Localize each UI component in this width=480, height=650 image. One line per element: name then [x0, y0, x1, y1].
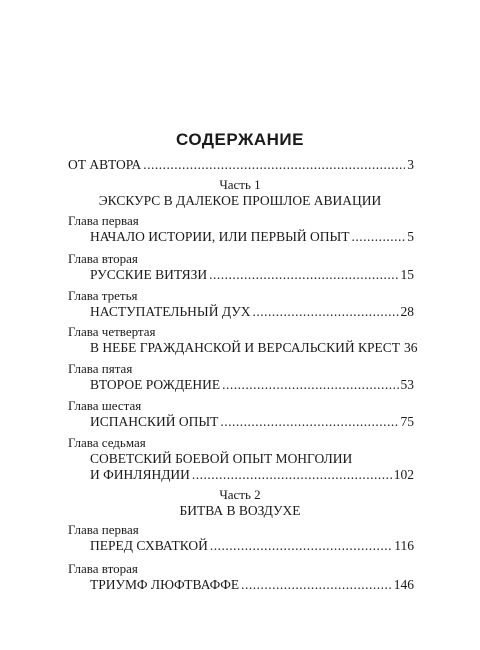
chapter-label: Глава четвертая [68, 324, 156, 339]
chapter-label: Глава седьмая [68, 435, 146, 450]
part-title: БИТВА В ВОЗДУХЕ [179, 503, 301, 518]
chapter-label: Глава шестая [68, 398, 142, 413]
entry-page: 75 [400, 414, 414, 429]
entry-page: 102 [393, 467, 414, 482]
entry-page: 5 [407, 229, 414, 244]
entry-page: 146 [393, 577, 414, 592]
dot-leader [352, 229, 406, 245]
toc-entry [90, 229, 414, 245]
entry-page: 3 [407, 157, 414, 172]
toc-entry [90, 304, 414, 320]
toc-entry [90, 538, 414, 554]
entry-title: НАЧАЛО ИСТОРИИ, ИЛИ ПЕРВЫЙ ОПЫТ [90, 229, 350, 244]
toc-entry [90, 267, 414, 283]
entry-title: ИСПАНСКИЙ ОПЫТ [90, 414, 219, 429]
entry-page: 116 [394, 538, 414, 553]
chapter-label: Глава пятая [68, 361, 133, 376]
entry-title: В НЕБЕ ГРАЖДАНСКОЙ И ВЕРСАЛЬСКИЙ КРЕСТ [90, 340, 401, 355]
entry-page: 28 [400, 304, 414, 319]
toc-entry [90, 467, 414, 483]
part-number: Часть 1 [219, 177, 261, 192]
toc-entry [90, 377, 414, 393]
part-title: ЭКСКУРС В ДАЛЕКОЕ ПРОШЛОЕ АВИАЦИИ [98, 193, 382, 208]
dot-leader [143, 157, 405, 173]
chapter-label: Глава первая [68, 213, 139, 228]
dot-leader [241, 577, 392, 593]
chapter-label: Глава вторая [68, 561, 138, 576]
part-number: Часть 2 [219, 487, 261, 502]
dot-leader [253, 304, 399, 320]
dot-leader [220, 414, 398, 430]
page-title: СОДЕРЖАНИЕ [176, 130, 304, 149]
entry-title-line: СОВЕТСКИЙ БОЕВОЙ ОПЫТ МОНГОЛИИ [90, 451, 353, 466]
dot-leader [210, 538, 392, 554]
entry-title: РУССКИЕ ВИТЯЗИ [90, 267, 208, 282]
chapter-label: Глава первая [68, 522, 139, 537]
entry-title: ВТОРОЕ РОЖДЕНИЕ [90, 377, 221, 392]
entry-page: 53 [400, 377, 414, 392]
entry-title: И ФИНЛЯНДИИ [90, 467, 190, 482]
dot-leader [222, 377, 398, 393]
chapter-label: Глава вторая [68, 251, 138, 266]
entry-page: 36 [404, 340, 418, 355]
entry-title: ПЕРЕД СХВАТКОЙ [90, 538, 208, 553]
chapter-label: Глава третья [68, 288, 138, 303]
entry-title: НАСТУПАТЕЛЬНЫЙ ДУХ [90, 304, 251, 319]
entry-page: 15 [400, 267, 414, 282]
toc-entry-author [68, 157, 414, 173]
entry-title: ТРИУМФ ЛЮФТВАФФЕ [90, 577, 240, 592]
toc-entry [90, 340, 418, 356]
toc-entry [90, 414, 414, 430]
toc-entry [90, 577, 414, 593]
dot-leader [209, 267, 398, 283]
dot-leader [192, 467, 392, 483]
entry-title: ОТ АВТОРА [68, 157, 142, 172]
